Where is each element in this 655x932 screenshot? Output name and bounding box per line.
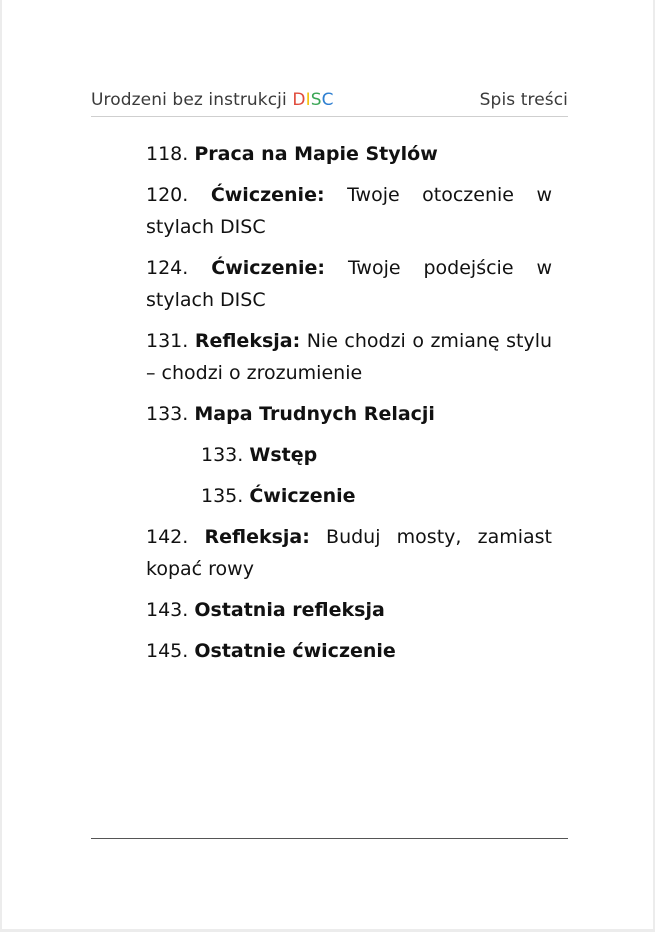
toc-page-number: 120. — [146, 184, 189, 206]
toc-entry[interactable] — [146, 179, 552, 243]
toc-entry-title: Twoje otoczenie w stylach DISC — [146, 184, 552, 238]
footer-divider — [91, 838, 568, 839]
toc-page-number: 133. — [201, 444, 244, 466]
toc-subentry[interactable] — [201, 480, 552, 512]
toc-entry-title: Mapa Trudnych Relacji — [194, 403, 435, 425]
toc-entry[interactable] — [146, 325, 552, 389]
table-of-contents — [146, 138, 552, 676]
toc-entry[interactable] — [146, 138, 552, 170]
book-title-text: Urodzeni bez instrukcji — [91, 90, 287, 110]
toc-page-number: 133. — [146, 403, 189, 425]
toc-entry[interactable] — [146, 252, 552, 316]
toc-entry[interactable] — [146, 398, 552, 430]
toc-entry-title: Ćwiczenie — [249, 485, 356, 507]
toc-entry-title: Praca na Mapie Stylów — [194, 143, 438, 165]
toc-page-number: 131. — [146, 330, 189, 352]
toc-page-number: 135. — [201, 485, 244, 507]
toc-page-number: 124. — [146, 257, 189, 279]
toc-page-number: 118. — [146, 143, 189, 165]
document-page — [2, 0, 653, 929]
toc-subentry[interactable] — [201, 439, 552, 471]
toc-entry[interactable] — [146, 635, 552, 667]
toc-entry-title: Ostatnie ćwiczenie — [194, 640, 396, 662]
toc-entry-label: Refleksja: — [194, 330, 301, 352]
toc-entry-title: Buduj mosty, zamiast kopać rowy — [146, 526, 552, 580]
toc-entry-title: Twoje podejście w stylach DISC — [146, 257, 553, 311]
toc-page-number: 142. — [146, 526, 189, 548]
toc-entry-title: Ostatnia refleksja — [194, 599, 385, 621]
toc-entry-title: Nie chodzi o zmianę stylu – chodzi o zrozumienie — [146, 330, 553, 384]
disc-letter-s: S — [310, 90, 322, 110]
toc-page-number: 143. — [146, 599, 189, 621]
disc-letter-d: D — [292, 90, 306, 110]
header-book-title — [91, 90, 334, 110]
toc-entry-label: Ćwiczenie: — [210, 184, 325, 206]
toc-entry-label: Ćwiczenie: — [211, 257, 326, 279]
toc-entry-label: Refleksja: — [204, 526, 310, 548]
toc-entry[interactable] — [146, 594, 552, 626]
header-section-title: Spis treści — [479, 90, 568, 110]
header-divider — [91, 116, 568, 117]
disc-letter-c: C — [321, 90, 334, 110]
disc-letter-i: I — [305, 90, 311, 110]
toc-entry-title: Wstęp — [249, 444, 318, 466]
toc-page-number: 145. — [146, 640, 189, 662]
running-header — [91, 90, 568, 114]
toc-entry[interactable] — [146, 521, 552, 585]
